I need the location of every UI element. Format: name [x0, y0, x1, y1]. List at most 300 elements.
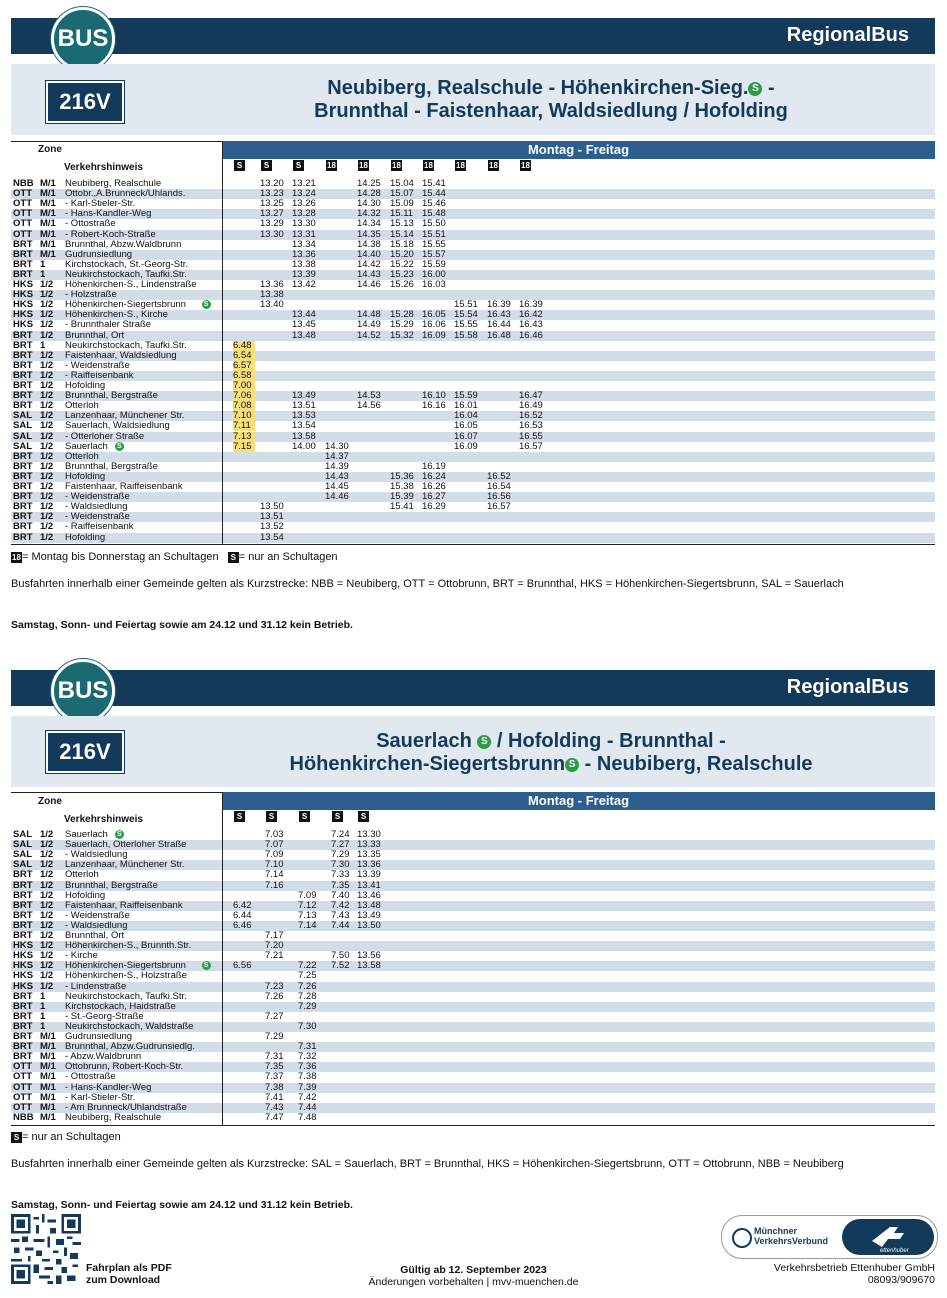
departure-time: 13.52	[260, 521, 284, 533]
departure-time: 7.21	[265, 950, 284, 962]
mvv-logo	[732, 1228, 752, 1248]
departure-time: 7.10	[265, 859, 284, 871]
departure-time: 7.30	[298, 1020, 317, 1032]
zone-code: BRT	[13, 511, 33, 523]
departure-time: 16.39	[487, 299, 511, 311]
departure-time: 13.39	[292, 268, 316, 280]
departure-time: 7.20	[265, 940, 284, 952]
departure-time: 7.09	[265, 849, 284, 861]
stop-name: - Hans-Kandler-Weg	[65, 1081, 152, 1093]
departure-time: 13.36	[260, 279, 284, 290]
departure-time: 7.27	[331, 839, 350, 851]
departure-time: 14.25	[357, 178, 381, 189]
divider	[11, 1125, 935, 1126]
departure-time: 7.00	[233, 381, 255, 391]
route-title-line1: Neubiberg, Realschule - Höhenkirchen-Sieg.	[327, 77, 749, 99]
tariff-zone: M/1	[40, 248, 56, 260]
route-title-line1-suffix: -	[762, 77, 775, 99]
legend-1	[11, 551, 338, 563]
zone-code: BRT	[13, 869, 33, 881]
departure-time: 7.28	[298, 990, 317, 1002]
departure-time: 13.48	[357, 899, 381, 911]
departure-time: 15.11	[390, 208, 414, 220]
departure-time: 13.30	[260, 228, 284, 240]
departure-time: 13.36	[357, 859, 381, 871]
departure-time: 15.07	[390, 188, 414, 200]
timetable-2	[11, 792, 935, 1126]
departure-time: 13.27	[260, 208, 284, 220]
departure-time: 15.59	[454, 390, 478, 402]
departure-time: 13.56	[357, 950, 381, 962]
departure-time: 7.44	[331, 919, 350, 931]
tariff-zone: M/1	[40, 188, 56, 200]
column-badge: 18	[392, 161, 401, 170]
badge-s-icon: S	[228, 552, 239, 563]
brand-label: RegionalBus	[786, 676, 909, 698]
departure-time: 7.26	[265, 990, 284, 1002]
departure-time: 14.46	[357, 279, 381, 290]
tariff-zone: 1/2	[40, 390, 54, 402]
table-row	[11, 421, 935, 431]
departure-time: 13.54	[260, 531, 284, 543]
departure-time: 13.49	[292, 390, 316, 402]
tariff-zone: 1/2	[40, 521, 54, 533]
zone-code: OTT	[13, 1071, 32, 1083]
departure-time: 13.35	[357, 849, 381, 861]
departure-time: 7.09	[298, 889, 317, 901]
table-row	[11, 219, 935, 229]
stop-name: Höhenkirchen-S., Brunnth.Str.	[65, 940, 192, 952]
zone-code: OTT	[13, 228, 32, 240]
zone-code: OTT	[13, 198, 32, 210]
column-badge: 18	[327, 161, 336, 170]
zone-code: BRT	[13, 400, 33, 412]
departure-time: 14.37	[325, 450, 349, 462]
departure-time: 15.57	[422, 248, 446, 260]
departure-time: 6.44	[233, 909, 252, 921]
departure-time: 14.48	[357, 309, 381, 321]
departure-time: 15.14	[390, 228, 414, 240]
departure-time: 7.14	[298, 919, 317, 931]
departure-time: 15.41	[390, 501, 414, 513]
tariff-zone: 1	[40, 1020, 46, 1032]
departure-time: 16.03	[422, 279, 446, 290]
zone-code: BRT	[13, 359, 33, 371]
departure-time: 13.40	[260, 299, 284, 311]
departure-time: 16.05	[454, 420, 478, 432]
departure-time: 16.07	[454, 430, 478, 442]
tariff-zone: 1/2	[40, 349, 54, 361]
tariff-zone: 1/2	[40, 879, 54, 891]
stop-name: - Karl-Stieler-Str.	[65, 1091, 136, 1103]
table-row	[11, 371, 935, 381]
stop-name: - Ottostraße	[65, 1071, 116, 1083]
stop-name: - Robert-Koch-Straße	[65, 228, 156, 240]
departure-time: 16.00	[422, 268, 446, 280]
tariff-zone: 1/2	[40, 369, 54, 381]
departure-time: 16.49	[519, 400, 543, 412]
stop-name: Lanzenhaar, Münchener Str.	[65, 859, 185, 871]
zone-code: HKS	[13, 309, 34, 321]
zone-code: BRT	[13, 460, 33, 472]
short-trip-note: Busfahrten innerhalb einer Gemeinde gelten als Kurzstrecke: NBB = Neubiberg, OTT = Ottobrunn, BRT = Brunnthal, HKS = Höhenkirchen-Siegertsbrunn, SAL = Sauerlach	[11, 578, 844, 590]
tariff-zone: 1/2	[40, 899, 54, 911]
tariff-zone: 1	[40, 268, 46, 280]
departure-time: 6.58	[233, 371, 255, 381]
departure-time: 7.22	[298, 960, 317, 972]
table-row	[11, 522, 935, 532]
stop-name: - Weidenstraße	[65, 359, 130, 371]
departure-time: 13.26	[292, 198, 316, 210]
stop-name: - Otterloher Straße	[65, 430, 145, 442]
departure-time: 13.48	[292, 329, 316, 341]
departure-time: 13.42	[292, 279, 316, 290]
column-badge: 18	[359, 161, 368, 170]
departure-time: 7.07	[265, 839, 284, 851]
departure-time: 14.42	[357, 258, 381, 270]
departure-time: 7.29	[298, 1000, 317, 1012]
route-title	[161, 730, 941, 776]
departure-time: 16.57	[487, 501, 511, 513]
column-badge: 18	[424, 161, 433, 170]
departure-time: 15.51	[454, 299, 478, 311]
departure-time: 15.26	[390, 279, 414, 290]
tariff-zone: 1/2	[40, 460, 54, 472]
departure-time: 15.18	[390, 238, 414, 250]
tariff-zone: 1/2	[40, 930, 54, 941]
departure-time: 15.46	[422, 198, 446, 210]
departure-time: 7.40	[331, 889, 350, 901]
departure-time: 13.39	[357, 869, 381, 881]
svg-text:ettenhuber: ettenhuber	[880, 1248, 909, 1254]
stop-name: Brunnthal, Abzw.Gudrunsiedlg.	[65, 1041, 195, 1053]
tariff-zone: 1/2	[40, 359, 54, 371]
departure-time: 15.50	[422, 218, 446, 230]
tariff-zone: M/1	[40, 218, 56, 230]
tariff-zone: M/1	[40, 1101, 56, 1113]
stop-name: Neukirchstockach, Waldstraße	[65, 1020, 194, 1032]
column-badge: S	[293, 160, 304, 171]
departure-time: 15.32	[390, 329, 414, 341]
legend-s-text: = nur an Schultagen	[22, 1131, 121, 1143]
tariff-zone: 1/2	[40, 420, 54, 432]
departure-time: 13.45	[292, 319, 316, 331]
no-service-note: Samstag, Sonn- und Feiertag sowie am 24.12 und 31.12 kein Betrieb.	[11, 619, 353, 631]
departure-time: 16.06	[422, 319, 446, 331]
column-badge: S	[358, 811, 369, 822]
zone-code: SAL	[13, 859, 32, 871]
departure-time: 7.50	[331, 950, 350, 962]
zone-code: BRT	[13, 1000, 33, 1012]
timetable-1	[11, 141, 935, 546]
tariff-zone: M/1	[40, 1081, 56, 1093]
badge-s-icon: S	[11, 1132, 22, 1143]
tariff-zone: 1/2	[40, 481, 54, 492]
departure-time: 16.05	[422, 309, 446, 321]
departure-time: 13.25	[260, 198, 284, 210]
departure-time: 15.55	[422, 238, 446, 250]
zone-code: HKS	[13, 940, 34, 952]
departure-time: 15.44	[422, 188, 446, 200]
departure-time: 7.06	[233, 391, 255, 401]
departure-time: 14.49	[357, 319, 381, 331]
stop-name: Ottobr.,A.Brunneck/Uhlands.	[65, 188, 186, 200]
departure-time: 16.44	[487, 319, 511, 331]
tariff-zone: 1/2	[40, 299, 54, 311]
departure-time: 13.53	[292, 410, 316, 422]
table-row	[11, 280, 935, 290]
divider	[222, 792, 223, 1125]
stop-name: Brunnthal, Abzw.Waldbrunn	[65, 238, 182, 250]
zone-code: BRT	[13, 390, 33, 402]
tariff-zone: M/1	[40, 1061, 56, 1073]
top-banner	[11, 670, 935, 706]
tariff-zone: M/1	[40, 208, 56, 220]
stop-name: Höhenkirchen-S., Holzstraße	[65, 970, 187, 982]
departure-time: 7.12	[298, 899, 317, 911]
departure-time: 7.43	[331, 909, 350, 921]
departure-time: 16.43	[519, 319, 543, 331]
tariff-zone: 1/2	[40, 470, 54, 482]
departure-time: 13.58	[292, 430, 316, 442]
departure-time: 7.32	[298, 1051, 317, 1063]
departure-time: 6.48	[233, 341, 255, 351]
stop-name: Otterloh	[65, 400, 99, 412]
route-title-line1: Sauerlach	[376, 730, 472, 752]
departure-time: 13.21	[292, 178, 316, 189]
departure-time: 13.49	[357, 909, 381, 921]
stop-name: - Brunnthaler Straße	[65, 319, 152, 331]
departure-time: 13.41	[357, 879, 381, 891]
stop-name: Otterloh	[65, 869, 99, 881]
ettenhuber-logo	[842, 1219, 934, 1255]
column-badge: 18	[521, 161, 530, 170]
short-trip-note: Busfahrten innerhalb einer Gemeinde gelten als Kurzstrecke: SAL = Sauerlach, BRT = Brunnthal, HKS = Höhenkirchen-Siegertsbrunn, OTT = Ottobrunn, NBB = Neubiberg	[11, 1158, 844, 1170]
zone-code: BRT	[13, 238, 33, 250]
no-service-note: Samstag, Sonn- und Feiertag sowie am 24.12 und 31.12 kein Betrieb.	[11, 1199, 353, 1211]
column-badge: S	[234, 811, 245, 822]
divider	[222, 141, 223, 545]
departure-time: 13.46	[357, 889, 381, 901]
departure-time: 14.30	[357, 198, 381, 210]
stop-name: - Abzw.Waldbrunn	[65, 1051, 142, 1063]
table-row	[11, 911, 935, 921]
departure-time: 7.29	[331, 849, 350, 861]
departure-time: 16.19	[422, 460, 446, 472]
tariff-zone: 1/2	[40, 319, 54, 331]
stop-name: - Ottostraße	[65, 218, 116, 230]
zone-code: HKS	[13, 970, 34, 982]
departure-time: 7.35	[331, 879, 350, 891]
zone-code: HKS	[13, 279, 34, 290]
zone-code: NBB	[13, 1111, 34, 1123]
departure-time: 14.53	[357, 390, 381, 402]
departure-time: 7.39	[298, 1081, 317, 1093]
departure-time: 14.43	[325, 470, 349, 482]
departure-time: 15.39	[390, 491, 414, 503]
departure-time: 13.51	[292, 400, 316, 412]
departure-time: 13.28	[292, 208, 316, 220]
table-row	[11, 1083, 935, 1093]
departure-time: 7.33	[331, 869, 350, 881]
table-row	[11, 502, 935, 512]
stop-name: - Lindenstraße	[65, 980, 127, 992]
line-number: 216V	[46, 731, 124, 773]
zone-code: OTT	[13, 188, 32, 200]
column-badge: 18	[489, 161, 498, 170]
departure-time: 16.43	[487, 309, 511, 321]
s-bahn-icon: S	[115, 830, 124, 839]
route-title-line2: Höhenkirchen-Siegertsbrunn	[289, 753, 566, 775]
stop-name: Neubiberg, Realschule	[65, 178, 162, 189]
stop-name: - Hans-Kandler-Weg	[65, 208, 152, 220]
tariff-zone: M/1	[40, 228, 56, 240]
stop-name: Gudrunsiedlung	[65, 1031, 133, 1042]
departure-time: 13.58	[357, 960, 381, 972]
tariff-zone: 1/2	[40, 289, 54, 301]
zone-code: BRT	[13, 930, 33, 941]
hint-label: Verkehrshinweis	[64, 814, 143, 825]
s-bahn-icon: S	[202, 300, 211, 309]
departure-time: 7.35	[265, 1061, 284, 1073]
zone-code: BRT	[13, 258, 33, 270]
departure-time: 13.50	[357, 919, 381, 931]
stop-name: Faistenhaar, Raiffeisenbank	[65, 481, 183, 492]
header-box	[11, 64, 935, 135]
column-badge: S	[234, 160, 245, 171]
departure-time: 16.01	[454, 400, 478, 412]
route-title-line2-suffix: - Neubiberg, Realschule	[579, 753, 813, 775]
legend-s-text: = nur an Schultagen	[238, 551, 338, 563]
departure-time: 6.57	[233, 361, 255, 371]
tariff-zone: 1	[40, 258, 46, 270]
departure-time: 13.54	[292, 420, 316, 432]
departure-time: 15.20	[390, 248, 414, 260]
zone-code: SAL	[13, 440, 32, 452]
departure-time: 14.39	[325, 460, 349, 472]
stop-name: Faistenhaar, Raiffeisenbank	[65, 899, 183, 911]
zone-code: SAL	[13, 849, 32, 861]
departure-time: 16.57	[519, 440, 543, 452]
pdf-line2: zum Download	[86, 1274, 161, 1286]
badge-18-icon: 18	[12, 553, 21, 562]
s-bahn-icon: S	[565, 758, 579, 772]
stop-name: Otterloh	[65, 450, 99, 462]
departure-time: 7.25	[298, 970, 317, 982]
table-row	[11, 971, 935, 981]
table-row	[11, 881, 935, 891]
table-row	[11, 1022, 935, 1032]
mvv-wordmark	[754, 1226, 828, 1246]
stop-name: Höhenkirchen-S., Kirche	[65, 309, 168, 321]
departure-time: 15.29	[390, 319, 414, 331]
table-row	[11, 533, 935, 543]
departure-time: 13.29	[260, 218, 284, 230]
zone-code: BRT	[13, 531, 33, 543]
departure-time: 7.43	[265, 1101, 284, 1113]
departure-time: 7.31	[265, 1051, 284, 1063]
table-row	[11, 462, 935, 472]
bus-badge: BUS	[51, 7, 115, 71]
tariff-zone: 1/2	[40, 970, 54, 982]
line-number: 216V	[46, 81, 124, 123]
zone-code: OTT	[13, 218, 32, 230]
hint-label: Verkehrshinweis	[64, 162, 143, 173]
zone-code: BRT	[13, 889, 33, 901]
stop-name: - Weidenstraße	[65, 491, 130, 503]
tariff-zone: 1/2	[40, 849, 54, 861]
stop-name: - Weidenstraße	[65, 511, 130, 523]
operator-name: Verkehrsbetrieb Ettenhuber GmbH	[773, 1262, 935, 1274]
stop-name: Neukirchstockach, Taufki.Str.	[65, 990, 187, 1002]
stop-name: Hofolding	[65, 531, 106, 543]
ettenhuber-mark-icon	[842, 1219, 934, 1255]
departure-time: 7.38	[265, 1081, 284, 1093]
table-row	[11, 189, 935, 199]
departure-time: 7.14	[265, 869, 284, 881]
zone-code: OTT	[13, 1081, 32, 1093]
stop-name: Brunnthal, Ort	[65, 930, 125, 941]
valid-from: Gültig ab 12. September 2023	[400, 1264, 547, 1276]
departure-time: 14.52	[357, 329, 381, 341]
tariff-zone: 1/2	[40, 889, 54, 901]
tariff-zone: 1/2	[40, 440, 54, 452]
departure-time: 13.30	[357, 829, 381, 840]
zone-code: BRT	[13, 491, 33, 503]
zone-code: BRT	[13, 380, 33, 391]
stop-name: Brunnthal, Bergstraße	[65, 390, 158, 402]
tariff-zone: M/1	[40, 178, 56, 189]
departure-time: 16.29	[422, 501, 446, 513]
route-title	[161, 77, 941, 123]
zone-code: HKS	[13, 299, 34, 311]
tariff-zone: 1/2	[40, 940, 54, 952]
zone-code: SAL	[13, 420, 32, 432]
tariff-zone: 1/2	[40, 909, 54, 921]
departure-time: 7.36	[298, 1061, 317, 1073]
tariff-zone: 1/2	[40, 869, 54, 881]
departure-time: 7.24	[331, 829, 350, 840]
departure-time: 15.36	[390, 470, 414, 482]
stop-name: - Waldsiedlung	[65, 501, 128, 513]
tariff-zone: 1/2	[40, 309, 54, 321]
tariff-zone: 1/2	[40, 511, 54, 523]
tariff-zone: 1/2	[40, 839, 54, 851]
departure-time: 14.35	[357, 228, 381, 240]
departure-time: 13.34	[292, 238, 316, 250]
stop-name: Neukirchstockach, Taufki.Str.	[65, 339, 187, 351]
departure-time: 7.42	[331, 899, 350, 911]
table-row	[11, 870, 935, 880]
departure-time: 16.48	[487, 329, 511, 341]
tariff-zone: M/1	[40, 238, 56, 250]
stop-name: Hofolding	[65, 380, 106, 391]
column-badge: S	[332, 811, 343, 822]
table-row	[11, 512, 935, 522]
departure-time: 7.38	[298, 1071, 317, 1083]
tariff-zone: 1/2	[40, 450, 54, 462]
departure-time: 13.38	[260, 289, 284, 301]
departure-time: 13.30	[292, 218, 316, 230]
table-row	[11, 209, 935, 219]
mvv-line1: Münchner	[754, 1226, 798, 1236]
zone-code: HKS	[13, 319, 34, 331]
table-row	[11, 1113, 935, 1123]
changes-note: Änderungen vorbehalten | mvv-muenchen.de	[368, 1276, 579, 1288]
zone-code: BRT	[13, 1051, 33, 1063]
zone-code: BRT	[13, 329, 33, 341]
departure-time: 7.52	[331, 960, 350, 972]
